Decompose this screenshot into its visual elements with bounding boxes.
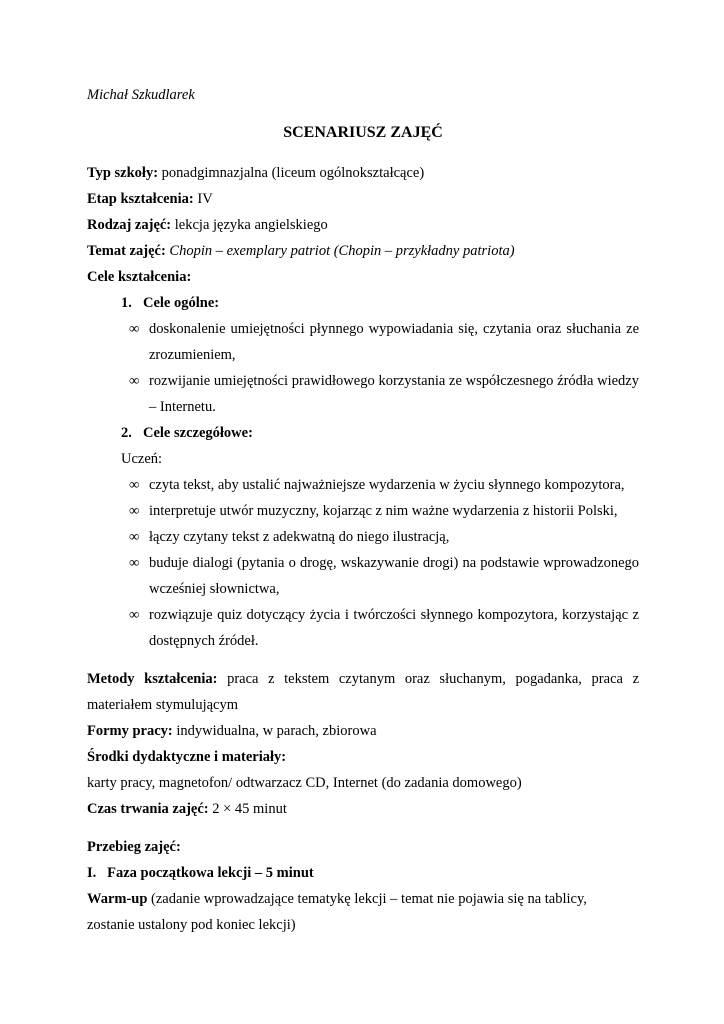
field-label: Cele kształcenia:: [87, 269, 192, 285]
field-class-type: [87, 212, 639, 238]
field-methods: [87, 666, 639, 718]
warmup-line: [87, 886, 639, 912]
infinity-bullet-icon: ∞: [129, 503, 140, 519]
field-value: 2 × 45 minut: [212, 801, 287, 817]
general-goals-list: [87, 316, 639, 420]
field-label: Typ szkoły:: [87, 165, 159, 181]
list-item: [87, 316, 639, 368]
warmup-line-cont: zostanie ustalony pod koniec lekcji): [87, 917, 296, 933]
field-value: indywidualna, w parach, zbiorowa: [176, 723, 377, 739]
field-value: praca z tekstem czytanym oraz słuchanym, pogadanka, praca z materiałem stymulującym: [87, 671, 639, 713]
list-item-text: buduje dialogi (pytania o drogę, wskazywanie drogi) na podstawie wprowadzonego wcześniej słownictwa,: [149, 555, 639, 597]
field-topic: [87, 238, 639, 264]
list-item: [87, 368, 639, 420]
field-label: Etap kształcenia:: [87, 191, 194, 207]
field-label: Środki dydaktyczne i materiały:: [87, 749, 287, 765]
document-page: [87, 82, 639, 938]
general-goals-heading: [121, 290, 639, 316]
infinity-bullet-icon: ∞: [129, 555, 140, 571]
infinity-bullet-icon: ∞: [129, 373, 140, 389]
specific-goals-heading: [121, 420, 639, 446]
specific-goals-list: [87, 472, 639, 654]
list-number: 1.: [121, 295, 132, 311]
field-value: IV: [197, 191, 213, 207]
field-label: Formy pracy:: [87, 723, 173, 739]
field-label: Rodzaj zajęć:: [87, 217, 172, 233]
list-item: [87, 602, 639, 654]
field-value: (zadanie wprowadzające tematykę lekcji – temat nie pojawia się na tablicy,: [151, 891, 587, 907]
course-heading: Przebieg zajęć:: [87, 839, 181, 855]
list-item: [87, 524, 639, 550]
infinity-bullet-icon: ∞: [129, 607, 140, 623]
heading-text: Cele ogólne:: [143, 295, 220, 311]
field-goals: [87, 264, 639, 290]
student-intro: Uczeń:: [121, 451, 163, 467]
list-item: [87, 550, 639, 602]
field-materials-value: karty pracy, magnetofon/ odtwarzacz CD, Internet (do zadania domowego): [87, 775, 522, 791]
heading-text: Cele szczegółowe:: [143, 425, 253, 441]
field-value: ponadgimnazjalna (liceum ogólnokształcące): [161, 165, 425, 181]
author-name: Michał Szkudlarek: [87, 87, 195, 103]
field-label: Temat zajęć:: [87, 243, 166, 259]
list-number: 2.: [121, 425, 132, 441]
list-item: [87, 498, 639, 524]
list-item: [87, 472, 639, 498]
field-value: lekcja języka angielskiego: [174, 217, 328, 233]
infinity-bullet-icon: ∞: [129, 529, 140, 545]
list-item-text: czyta tekst, aby ustalić najważniejsze wydarzenia w życiu słynnego kompozytora,: [149, 477, 625, 493]
list-item-text: interpretuje utwór muzyczny, kojarząc z nim ważne wydarzenia z historii Polski,: [149, 503, 618, 519]
field-school-type: [87, 160, 639, 186]
field-label: Czas trwania zajęć:: [87, 801, 209, 817]
list-item-text: doskonalenie umiejętności płynnego wypowiadania się, czytania oraz słuchania ze zrozumieniem,: [149, 321, 639, 363]
list-item-text: łączy czytany tekst z adekwatną do niego ilustracją,: [149, 529, 450, 545]
field-materials-label: [87, 744, 639, 770]
phase-1-heading: I. Faza początkowa lekcji – 5 minut: [87, 865, 314, 881]
infinity-bullet-icon: ∞: [129, 321, 140, 337]
infinity-bullet-icon: ∞: [129, 477, 140, 493]
field-value: Chopin – exemplary patriot (Chopin – przykładny patriota): [169, 243, 515, 259]
field-forms: [87, 718, 639, 744]
field-duration: [87, 796, 639, 822]
field-stage: [87, 186, 639, 212]
list-item-text: rozwijanie umiejętności prawidłowego korzystania ze współczesnego źródła wiedzy – Internetu.: [149, 373, 639, 415]
list-item-text: rozwiązuje quiz dotyczący życia i twórczości słynnego kompozytora, korzystając z dostępnych źródeł.: [149, 607, 639, 649]
document-title: SCENARIUSZ ZAJĘĆ: [283, 124, 443, 141]
field-label: Metody kształcenia:: [87, 671, 218, 687]
field-label: Warm-up: [87, 891, 148, 907]
